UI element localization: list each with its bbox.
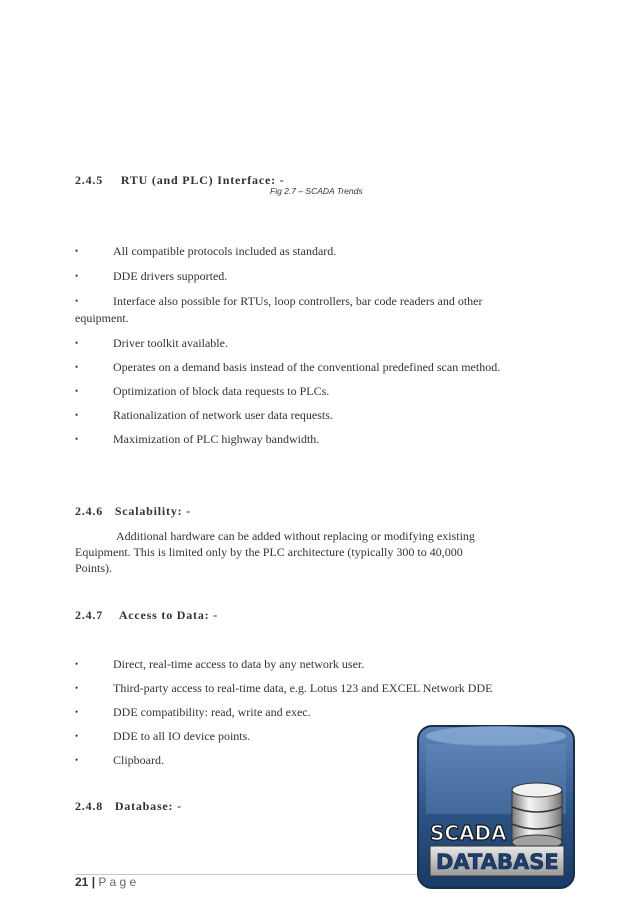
bullet-icon: • <box>75 410 79 420</box>
section-title: RTU (and PLC) Interface: - <box>120 173 285 187</box>
paragraph-line: Equipment. This is limited only by the PLC architecture (typically 300 to 40,000 <box>75 545 463 559</box>
section-number: 2.4.8 <box>75 799 103 813</box>
list-item: • Third-party access to real-time data, e.g. Lotus 123 and EXCEL Network DDE <box>75 681 493 695</box>
bullet-icon: • <box>75 707 79 717</box>
bullet-icon: • <box>75 362 79 372</box>
list-item-continuation: equipment. <box>75 311 129 325</box>
list-item: • Optimization of block data requests to PLCs. <box>75 384 330 398</box>
image-label-scada: SCADA <box>430 821 507 845</box>
scada-database-image <box>416 722 576 892</box>
bullet-icon: • <box>75 296 79 306</box>
bullet-icon: • <box>75 338 79 348</box>
list-item: • Direct, real-time access to data by any network user. <box>75 657 365 671</box>
list-item: • DDE to all IO device points. <box>75 729 251 743</box>
page-word: P a g e <box>98 875 137 889</box>
bullet-icon: • <box>75 246 79 256</box>
bullet-icon: • <box>75 386 79 396</box>
list-item: • DDE compatibility: read, write and exec. <box>75 705 311 719</box>
list-item: • Interface also possible for RTUs, loop controllers, bar code readers and other <box>75 294 483 308</box>
database-illustration <box>416 722 576 892</box>
section-heading-2-4-7 <box>75 608 218 623</box>
section-number: 2.4.7 <box>75 608 103 622</box>
section-heading-2-4-8 <box>75 799 182 814</box>
section-title: Database: - <box>114 799 182 813</box>
list-item: • Clipboard. <box>75 753 164 767</box>
section-heading-2-4-6 <box>75 504 191 519</box>
figure-caption: Fig 2.7 – SCADA Trends <box>270 186 363 196</box>
list-item: • DDE drivers supported. <box>75 269 228 283</box>
bullet-icon: • <box>75 271 79 281</box>
page-footer <box>75 875 136 889</box>
footer-separator: | <box>91 875 96 889</box>
bullet-icon: • <box>75 659 79 669</box>
paragraph-line: Additional hardware can be added without replacing or modifying existing <box>116 529 475 543</box>
bullet-icon: • <box>75 683 79 693</box>
bullet-icon: • <box>75 434 79 444</box>
section-title: Scalability: - <box>114 504 192 518</box>
page-number: 21 <box>75 875 89 889</box>
paragraph-line: Points). <box>75 561 113 575</box>
database-cylinder-icon <box>512 783 562 849</box>
image-label-database: DATABASE <box>436 850 559 874</box>
section-heading-2-4-5 <box>75 173 285 188</box>
bullet-icon: • <box>75 731 79 741</box>
list-item: • Rationalization of network user data requests. <box>75 408 333 422</box>
section-number: 2.4.6 <box>75 504 103 518</box>
list-item: • All compatible protocols included as standard. <box>75 244 337 258</box>
list-item: • Maximization of PLC highway bandwidth. <box>75 432 320 446</box>
bullet-icon: • <box>75 755 79 765</box>
list-item: • Operates on a demand basis instead of the conventional predefined scan method. <box>75 360 501 374</box>
section-title: Access to Data: - <box>118 608 219 622</box>
list-item: • Driver toolkit available. <box>75 336 228 350</box>
section-number: 2.4.5 <box>75 173 103 187</box>
